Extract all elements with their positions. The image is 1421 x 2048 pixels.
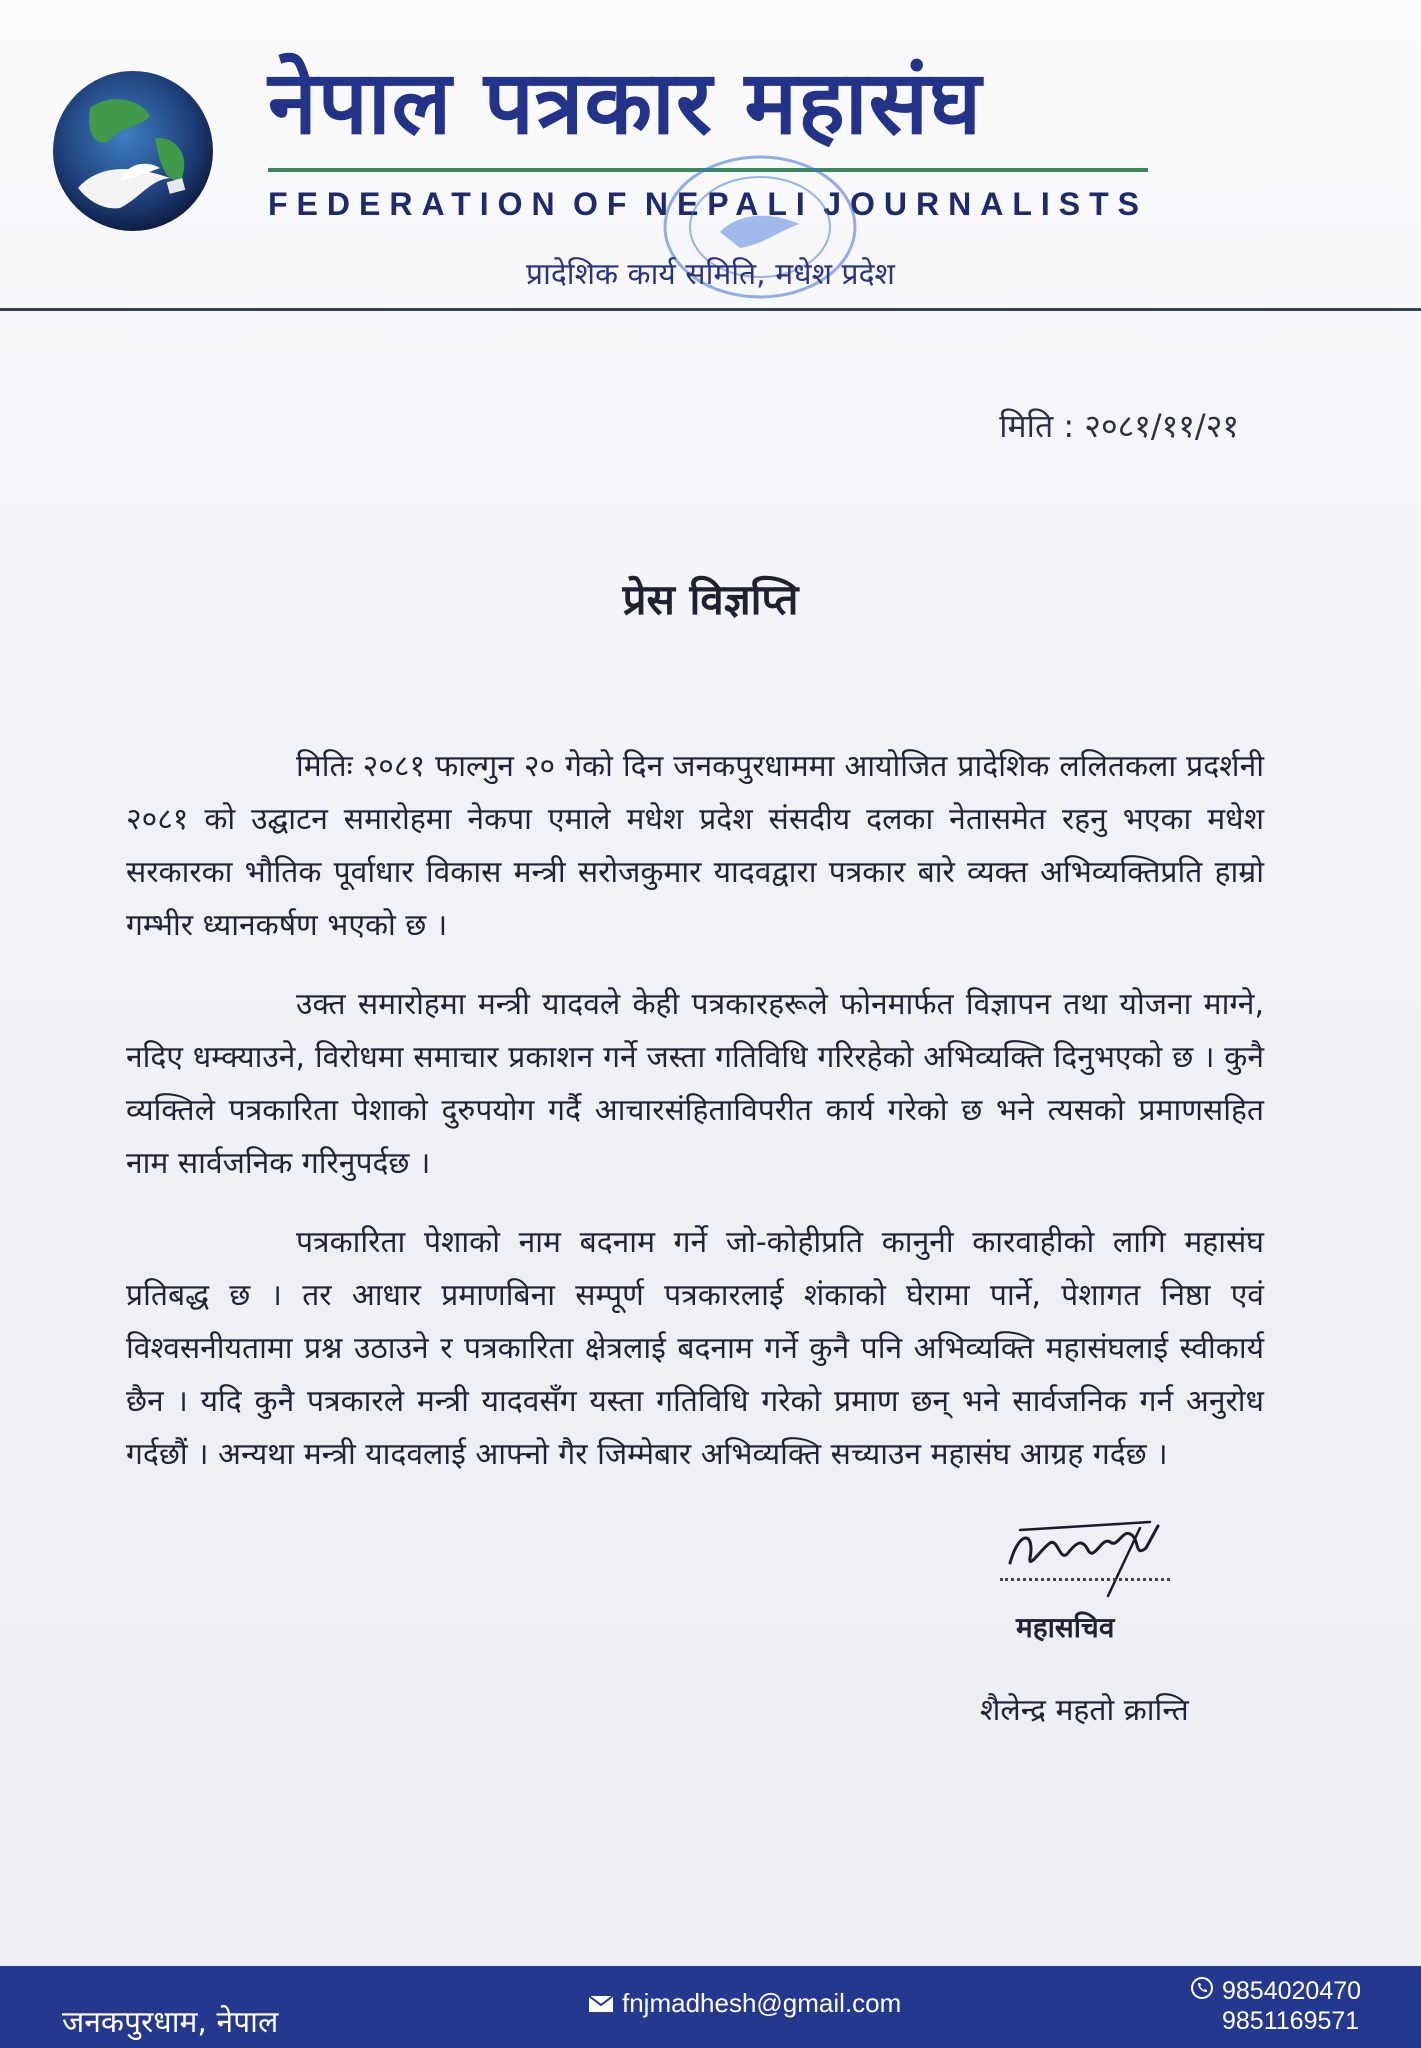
document-date: मिति : २०८१/११/२१ [999, 407, 1239, 445]
signatory-title: महासचिव [1016, 1611, 1115, 1644]
phone-number: 9851169571 [1222, 2007, 1360, 2035]
org-title-nepali: नेपाल पत्रकार महासंघ [268, 51, 983, 154]
footer-email [588, 1988, 901, 2019]
footer-bar [0, 1966, 1421, 2048]
phone-icon [1190, 1976, 1214, 2000]
body-paragraph: उक्त समारोहमा मन्त्री यादवले केही पत्रकारहरूले फोनमार्फत विज्ञापन तथा योजना माग्ने, नदिए धम्क्याउने, विरोधमा समाचार प्रकाशन गर्ने जस्ता गतिविधि गरिरहेको अभिव्यक्ति दिनुभएको छ । कुनै व्यक्तिले पत्रकारिता पेशाको दुरुपयोग गर्दै आचारसंहिताविपरीत कार्य गरेको छ भने त्यसको प्रमाणसहित नाम सार्वजनिक गरिनुपर्दछ । [126, 987, 1264, 1181]
fnj-logo [50, 68, 216, 234]
footer-phones [1190, 1976, 1361, 2036]
document-heading: प्रेस विज्ञप्ति [622, 575, 799, 624]
signature-line [1000, 1578, 1170, 1581]
footer-address: जनकपुरधाम, नेपाल [62, 2005, 279, 2040]
signatory-name: शैलेन्द्र महतो क्रान्ति [980, 1693, 1189, 1728]
body-paragraph: पत्रकारिता पेशाको नाम बदनाम गर्ने जो-कोहीप्रति कानुनी कारवाहीको लागि महासंघ प्रतिबद्ध छ । तर आधार प्रमाणबिना सम्पूर्ण पत्रकारलाई शंकाको घेरामा पार्ने, पेशागत निष्ठा एवं विश्वसनीयतामा प्रश्न उठाउने र पत्रकारिता क्षेत्रलाई बदनाम गर्ने कुनै पनि अभिव्यक्ति महासंघलाई स्वीकार्य छैन । यदि कुनै पत्रकारले मन्त्री यादवसँग यस्ता गतिविधि गरेको प्रमाण छन् भने सार्वजनिक गर्न अनुरोध गर्दछौं । अन्यथा मन्त्री यादवलाई आफ्नो गैर जिम्मेबार अभिव्यक्ति सच्याउन महासंघ आग्रह गर्दछ । [126, 1225, 1264, 1472]
handwritten-signature [990, 1508, 1180, 1598]
title-en-word: JOURNALISTS [823, 186, 1148, 222]
body-paragraph: मितिः २०८१ फाल्गुन २० गेको दिन जनकपुरधाममा आयोजित प्रादेशिक ललितकला प्रदर्शनी २०८१ को उद्घाटन समारोहमा नेकपा एमाले मधेश प्रदेश संसदीय दलका नेतासमेत रहनु भएका मधेश सरकारका भौतिक पूर्वाधार विकास मन्त्री सरोजकुमार यादवद्वारा पत्रकार बारे व्यक्त अभिव्यक्तिप्रति हाम्रो गम्भीर ध्यानकर्षण भएको छ । [126, 749, 1264, 943]
title-en-word: NEPALI [644, 186, 814, 222]
title-en-word: OF [573, 186, 636, 222]
title-en-word: FEDERATION [268, 186, 564, 222]
email-address: fnjmadhesh@gmail.com [622, 1988, 902, 2018]
phone-number: 9854020470 [1222, 1977, 1362, 2005]
envelope-icon [588, 1995, 614, 2013]
committee-subtitle: प्रादेशिक कार्य समिति, मधेश प्रदेश [526, 257, 895, 292]
document-body [126, 740, 1264, 1507]
header-divider [0, 308, 1421, 311]
